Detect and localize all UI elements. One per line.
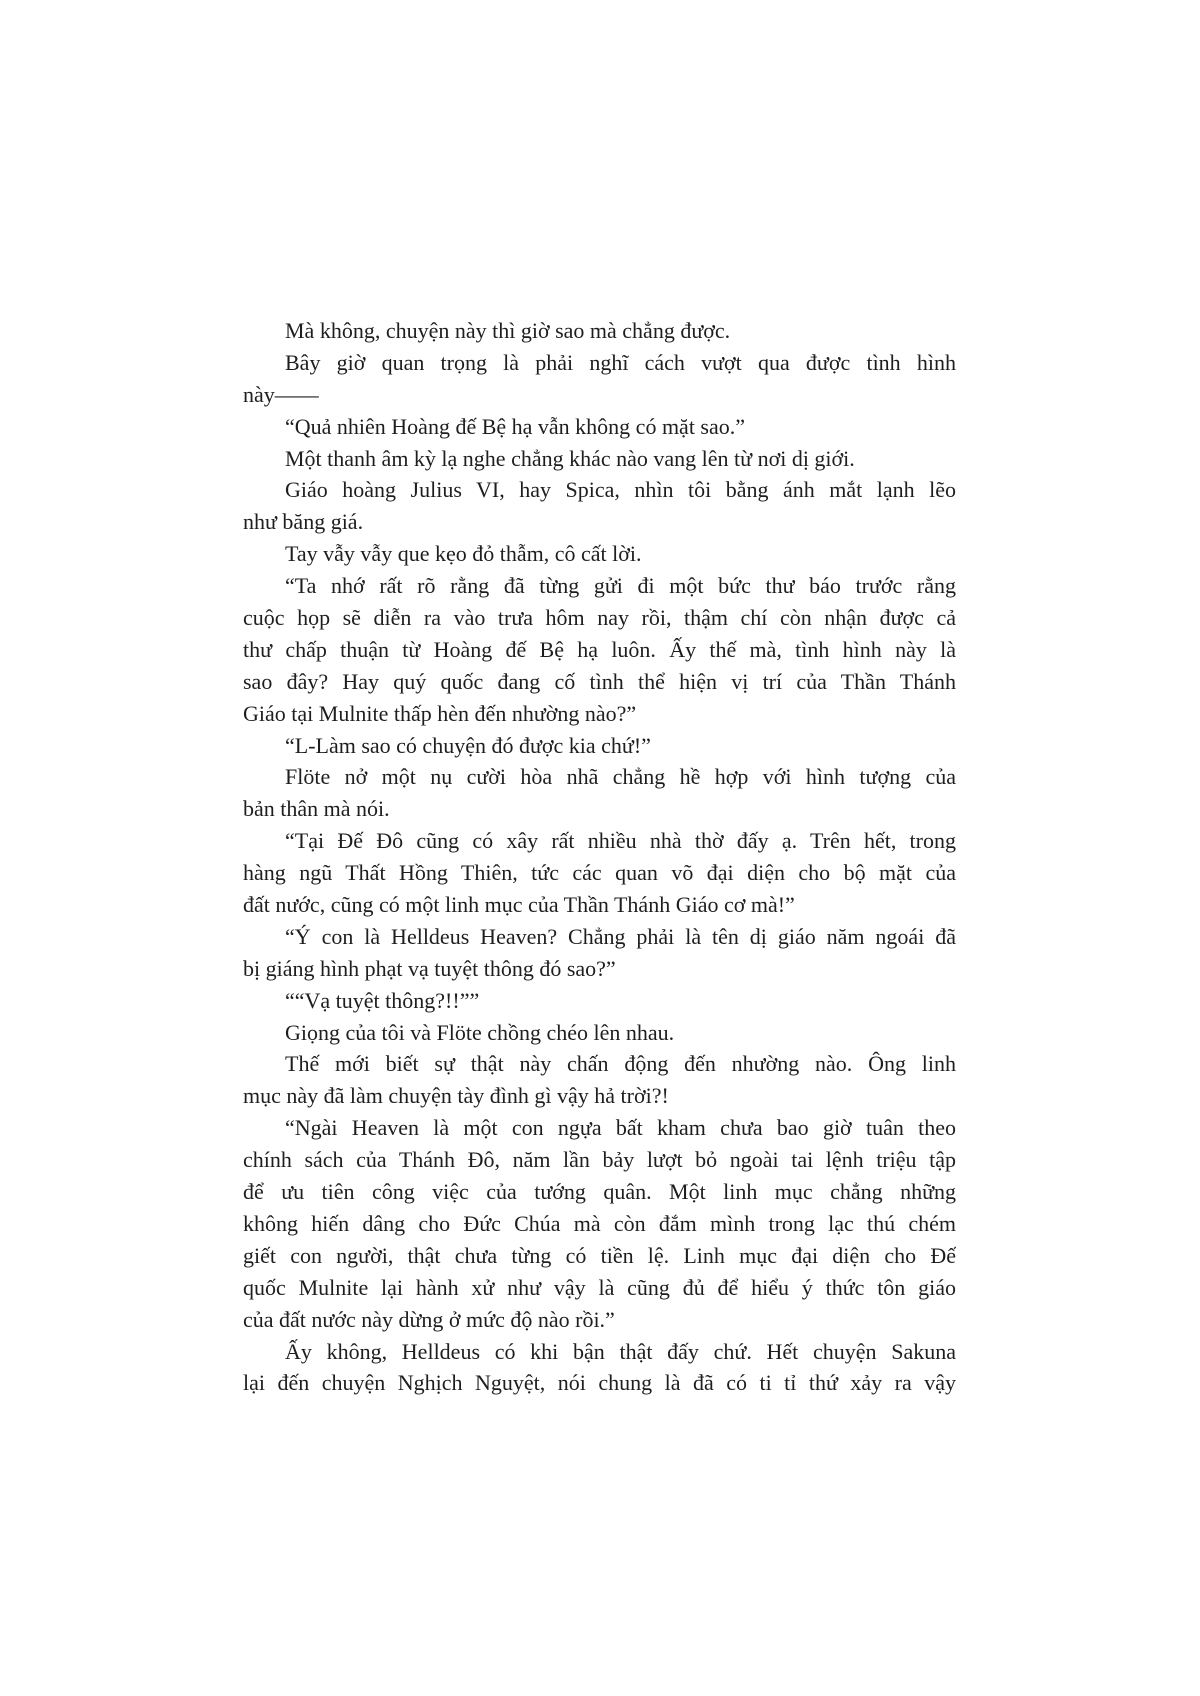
- text-line: ““Vạ tuyệt thông?!!””: [285, 987, 480, 1013]
- paragraph: [243, 315, 956, 347]
- paragraph: [243, 1112, 956, 1335]
- text-line: “L-Làm sao có chuyện đó được kia chứ!”: [285, 732, 651, 758]
- text-line: không hiến dâng cho Đức Chúa mà còn đắm mình trong lạc thú chém: [243, 1210, 956, 1236]
- paragraph: [243, 474, 956, 538]
- text-line: Mà không, chuyện này thì giờ sao mà chẳng được.: [285, 318, 731, 343]
- text-line: Giáo hoàng Julius VI, hay Spica, nhìn tôi bằng ánh mắt lạnh lẽo: [285, 477, 956, 503]
- text-line: “Ý con là Helldeus Heaven? Chẳng phải là tên dị giáo năm ngoái đã: [285, 923, 956, 949]
- text-line: hàng ngũ Thất Hồng Thiên, tức các quan võ đại diện cho bộ mặt của: [243, 860, 956, 886]
- text-line: đất nước, cũng có một linh mục của Thần Thánh Giáo cơ mà!”: [243, 892, 795, 918]
- text-line: “Tại Đế Đô cũng có xây rất nhiều nhà thờ đấy ạ. Trên hết, trong: [285, 828, 956, 854]
- book-page-text: [243, 315, 956, 1399]
- text-line: giết con người, thật chưa từng có tiền lệ. Linh mục đại diện cho Đế: [243, 1242, 956, 1268]
- text-line: “Quả nhiên Hoàng đế Bệ hạ vẫn không có mặt sao.”: [285, 413, 746, 439]
- text-line: quốc Mulnite lại hành xử như vậy là cũng đủ để hiểu ý thức tôn giáo: [243, 1274, 956, 1300]
- text-line: bản thân mà nói.: [243, 796, 390, 822]
- text-line: Bây giờ quan trọng là phải nghĩ cách vượt qua được tình hình: [285, 349, 956, 375]
- paragraph: [243, 347, 956, 411]
- text-line: để ưu tiên công việc của tướng quân. Một linh mục chẳng những: [243, 1179, 956, 1205]
- paragraph: [243, 1336, 956, 1400]
- paragraph: [243, 985, 956, 1017]
- text-line: này——: [243, 381, 319, 407]
- text-line: sao đây? Hay quý quốc đang cố tình thể hiện vị trí của Thần Thánh: [243, 668, 956, 694]
- paragraph: [243, 570, 956, 729]
- paragraph: [243, 1048, 956, 1112]
- text-line: lại đến chuyện Nghịch Nguyệt, nói chung là đã có ti tỉ thứ xảy ra vậy: [243, 1370, 956, 1396]
- text-line: của đất nước này dừng ở mức độ nào rồi.”: [243, 1306, 615, 1332]
- text-line: bị giáng hình phạt vạ tuyệt thông đó sao?”: [243, 955, 616, 981]
- text-line: Giáo tại Mulnite thấp hèn đến nhường nào?”: [243, 700, 637, 726]
- paragraph: [243, 443, 956, 475]
- text-line: “Ta nhớ rất rõ rằng đã từng gửi đi một bức thư báo trước rằng: [285, 573, 956, 599]
- text-line: Thế mới biết sự thật này chấn động đến nhường nào. Ông linh: [285, 1051, 956, 1077]
- text-line: thư chấp thuận từ Hoàng đế Bệ hạ luôn. Ấy thế mà, tình hình này là: [243, 636, 956, 662]
- paragraph: [243, 538, 956, 570]
- text-line: “Ngài Heaven là một con ngựa bất kham chưa bao giờ tuân theo: [285, 1115, 956, 1141]
- paragraph: [243, 921, 956, 985]
- paragraph: [243, 761, 956, 825]
- paragraph: [243, 825, 956, 921]
- text-line: Ấy không, Helldeus có khi bận thật đấy chứ. Hết chuyện Sakuna: [285, 1338, 956, 1364]
- paragraph: [243, 411, 956, 443]
- text-line: cuộc họp sẽ diễn ra vào trưa hôm nay rồi, thậm chí còn nhận được cả: [243, 605, 956, 631]
- paragraph: [243, 1017, 956, 1049]
- text-line: Flöte nở một nụ cười hòa nhã chẳng hề hợp với hình tượng của: [285, 764, 956, 790]
- text-line: chính sách của Thánh Đô, năm lần bảy lượt bỏ ngoài tai lệnh triệu tập: [243, 1147, 956, 1173]
- text-line: Một thanh âm kỳ lạ nghe chẳng khác nào vang lên từ nơi dị giới.: [285, 445, 855, 471]
- text-line: Giọng của tôi và Flöte chồng chéo lên nhau.: [285, 1019, 675, 1045]
- text-line: như băng giá.: [243, 509, 364, 535]
- text-line: Tay vẫy vẫy que kẹo đỏ thẫm, cô cất lời.: [285, 541, 642, 567]
- text-line: mục này đã làm chuyện tày đình gì vậy hả trời?!: [243, 1083, 669, 1109]
- paragraph: [243, 730, 956, 762]
